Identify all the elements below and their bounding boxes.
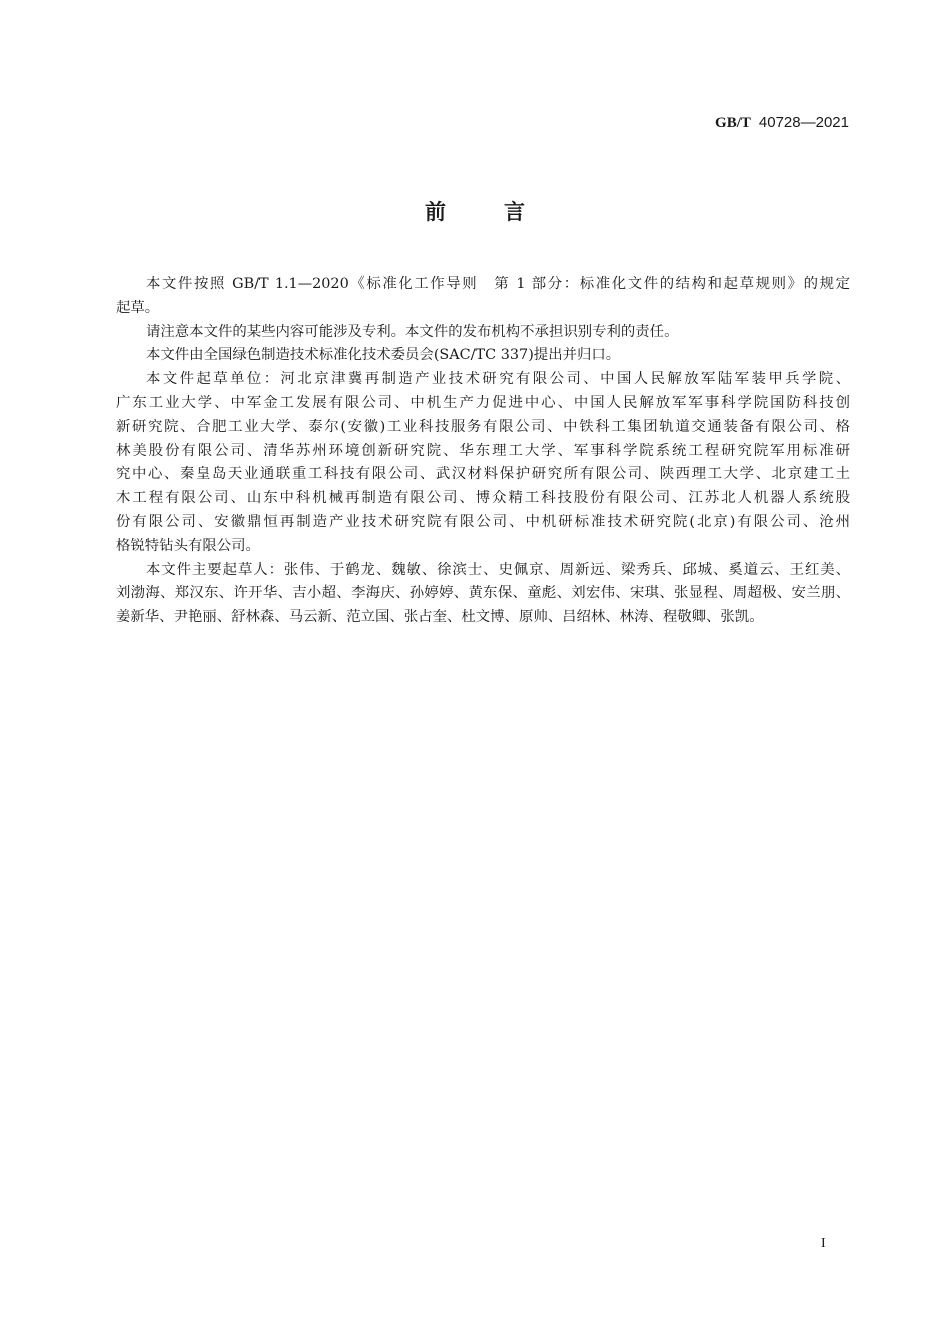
paragraph-line: 刘渤海、郑汉东、许开华、吉小超、李海庆、孙婷婷、黄东保、童彪、刘宏伟、宋琪、张显程、周超极、安兰朋、: [116, 585, 850, 602]
document-body: [116, 273, 850, 630]
paragraph: [116, 344, 850, 368]
standard-code-prefix: GB/T: [715, 115, 751, 131]
paragraph-line: 本文件按照 GB/T 1.1—2020《标准化工作导则 第 1 部分：标准化文件的结构和起草规则》的规定: [146, 276, 850, 292]
paragraph-line: 份有限公司、安徽鼎恒再制造产业技术研究院有限公司、中机研标准技术研究院(北京)有限公司、沧州: [116, 513, 850, 530]
paragraph-line: 新研究院、合肥工业大学、泰尔(安徽)工业科技服务有限公司、中铁科工集团轨道交通装备有限公司、格: [116, 418, 850, 435]
paragraph-line: 格锐特钻头有限公司。: [116, 537, 260, 554]
paragraph: [116, 368, 850, 558]
standard-code-header: [715, 113, 849, 132]
paragraph-line: 姜新华、尹艳丽、舒林森、马云新、范立国、张占奎、杜文博、原帅、吕绍林、林涛、程敬卿、张凯。: [116, 609, 764, 626]
standard-code-number: 40728—2021: [758, 114, 849, 131]
page-number: I: [821, 1236, 826, 1251]
paragraph-line: 究中心、秦皇岛天业通联重工科技有限公司、武汉材料保护研究所有限公司、陕西理工大学、北京建工土: [116, 466, 850, 483]
paragraph-line: 起草。: [116, 299, 160, 316]
paragraph-line: 本文件由全国绿色制造技术标准化技术委员会(SAC/TC 337)提出并归口。: [146, 347, 621, 364]
paragraph: [116, 321, 850, 345]
paragraph: [116, 559, 850, 630]
paragraph-line: 林美股份有限公司、清华苏州环境创新研究院、华东理工大学、军事科学院系统工程研究院军用标准研: [116, 442, 850, 459]
paragraph-line: 本文件主要起草人：张伟、于鹤龙、魏敏、徐滨士、史佩京、周新远、梁秀兵、邱城、奚道云、王红美、: [146, 561, 850, 578]
paragraph-line: 木工程有限公司、山东中科机械再制造有限公司、博众精工科技股份有限公司、江苏北人机器人系统股: [116, 490, 850, 507]
paragraph: [116, 273, 850, 321]
page-title: 前言: [425, 200, 583, 224]
paragraph-line: 请注意本文件的某些内容可能涉及专利。本文件的发布机构不承担识别专利的责任。: [146, 323, 679, 340]
paragraph-line: 广东工业大学、中军金工发展有限公司、中机生产力促进中心、中国人民解放军军事科学院国防科技创: [116, 394, 850, 411]
paragraph-line: 本文件起草单位：河北京津冀再制造产业技术研究有限公司、中国人民解放军陆军装甲兵学院、: [146, 371, 850, 388]
